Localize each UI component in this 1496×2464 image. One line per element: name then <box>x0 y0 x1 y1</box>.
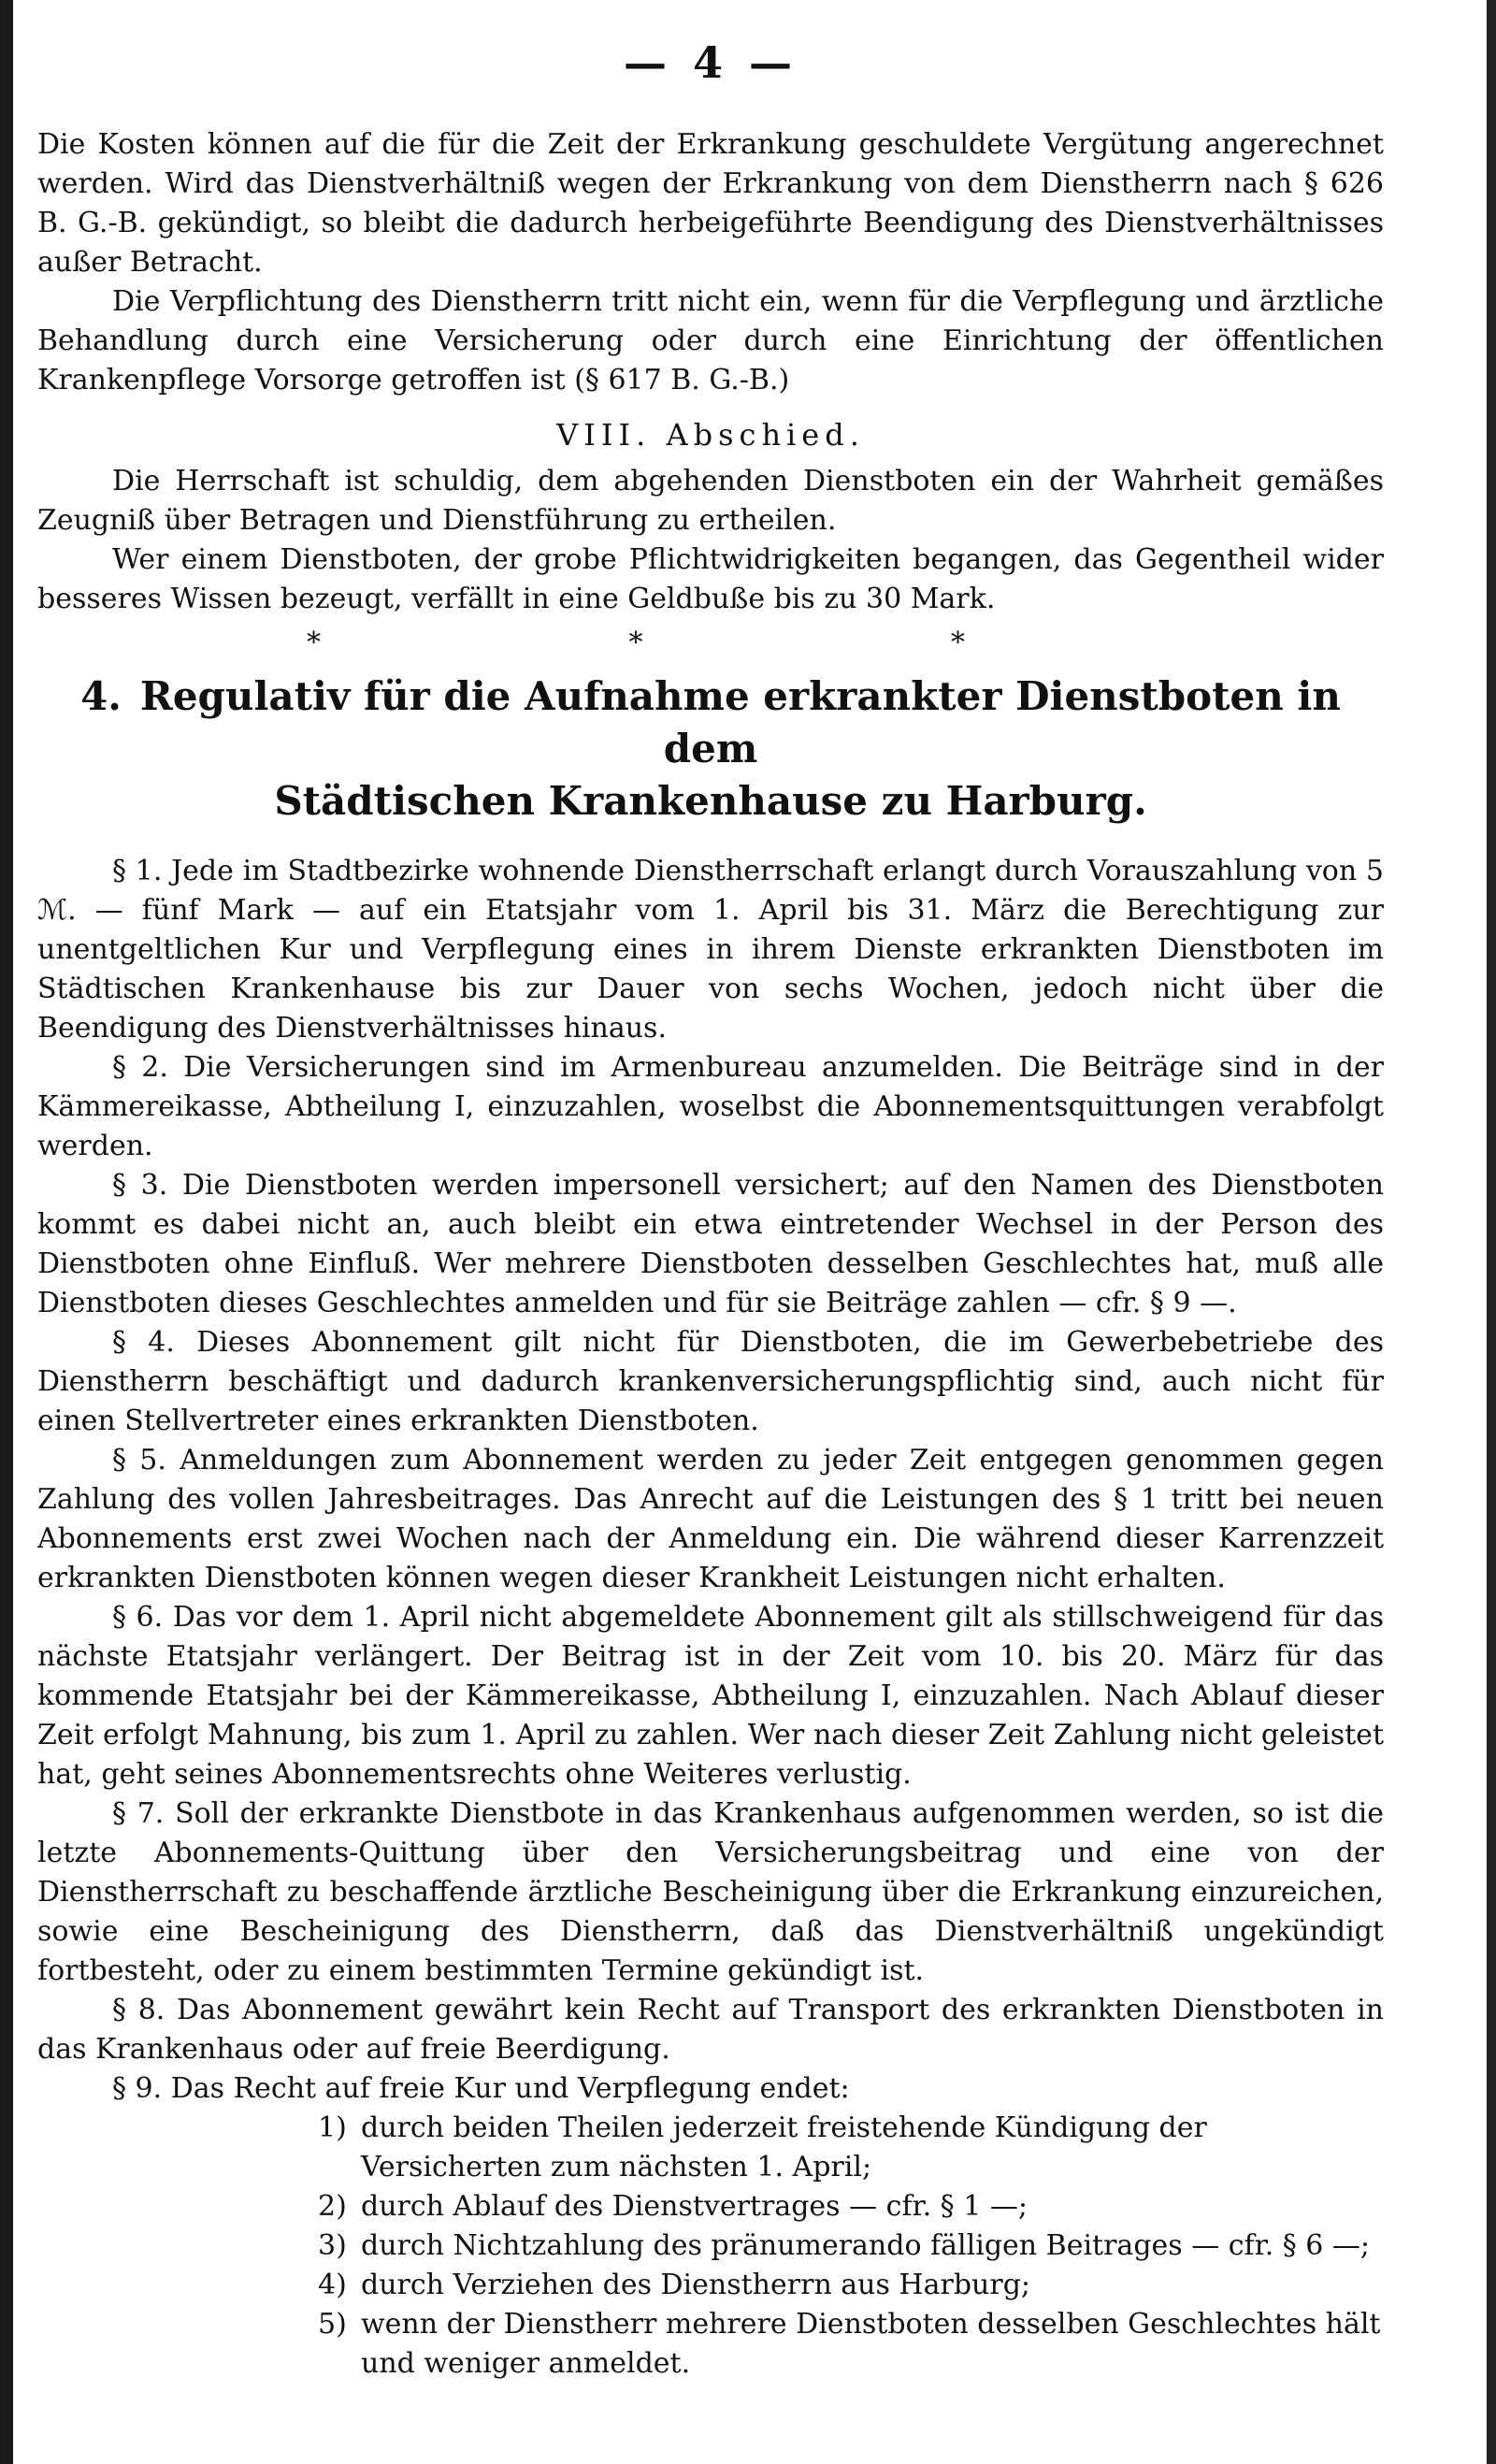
list-item-text: wenn der Dienstherr mehrere Dienstboten desselben Geschlechtes hält und weniger anmeldet. <box>361 2308 1381 2380</box>
paragraph-section-7: § 7. Soll der erkrankte Dienstbote in das Krankenhaus aufgenommen werden, so ist die letzte Abonnements-Quittung über den Versicherungsbeitrag und eine von der Dienstherrschaft zu beschaffende ärztliche Bescheinigung über die Erkrankung einzureichen, sowie eine Bescheinigung des Dienstherrn, daß das Dienstverhältniß ungekündigt fortbesteht, oder zu einem bestimmten Termine gekündigt ist. <box>37 1797 1384 1987</box>
section-heading-abschied: VIII. Abschied. <box>556 417 865 453</box>
list-item-number: 3) <box>318 2229 347 2262</box>
list-item <box>318 2187 1384 2226</box>
section-separator: * * * <box>306 627 1115 659</box>
list-item-number: 1) <box>318 2111 347 2144</box>
list-item-text: durch Ablauf des Dienstvertrages — cfr. § 1 —; <box>361 2190 1028 2223</box>
regulativ-title-line1: Regulativ für die Aufnahme erkrankter Dienstboten in dem <box>139 673 1341 771</box>
list-item <box>318 2226 1384 2266</box>
paragraph-costs: Die Kosten können auf die für die Zeit der Erkrankung geschuldete Vergütung angerechnet werden. Wird das Dienstverhältniß wegen der Erkrankung von dem Dienstherrn nach § 626 B. G.-B. gekündigt, so bleibt die dadurch herbeigeführte Beendigung des Dienstverhältnisses außer Betracht. <box>37 128 1384 279</box>
paragraph-section-2: § 2. Die Versicherungen sind im Armenbureau anzumelden. Die Beiträge sind in der Kämmereikasse, Abtheilung I, einzuzahlen, woselbst die Abonnementsquittungen verabfolgt werden. <box>37 1051 1384 1162</box>
list-item-text: durch Verziehen des Dienstherrn aus Harburg; <box>361 2269 1031 2301</box>
list-item-text: durch Nichtzahlung des pränumerando fälligen Beitrages — cfr. § 6 —; <box>361 2229 1371 2262</box>
paragraph-geldbusse: Wer einem Dienstboten, der grobe Pflichtwidrigkeiten begangen, das Gegentheil wider besseres Wissen bezeugt, verfällt in eine Geldbuße bis zu 30 Mark. <box>37 543 1384 615</box>
paragraph-obligation: Die Verpflichtung des Dienstherrn tritt nicht ein, wenn für die Verpflegung und ärztliche Behandlung durch eine Versicherung oder durch eine Einrichtung der öffentlichen Krankenpflege Vorsorge getroffen ist (§ 617 B. G.-B.) <box>37 285 1384 396</box>
list-item-text: durch beiden Theilen jederzeit freistehende Kündigung der Versicherten zum nächsten 1. April; <box>361 2111 1207 2183</box>
regulativ-title-line2: Städtischen Krankenhause zu Harburg. <box>274 778 1147 824</box>
paragraph-zeugnis: Die Herrschaft ist schuldig, dem abgehenden Dienstboten ein der Wahrheit gemäßes Zeugniß über Betragen und Dienstführung zu ertheilen. <box>37 465 1384 537</box>
scan-border-left <box>0 0 13 2464</box>
list-item <box>318 2109 1384 2187</box>
regulativ-title <box>37 670 1384 828</box>
list-item-number: 5) <box>318 2308 347 2341</box>
paragraph-section-9: § 9. Das Recht auf freie Kur und Verpflegung endet: <box>112 2072 850 2105</box>
paragraph-section-5: § 5. Anmeldungen zum Abonnement werden zu jeder Zeit entgegen genommen gegen Zahlung des vollen Jahresbeitrages. Das Anrecht auf die Leistungen des § 1 tritt bei neuen Abonnements erst zwei Wochen nach der Anmeldung ein. Die während dieser Karrenzzeit erkrankten Dienstboten können wegen dieser Krankheit Leistungen nicht erhalten. <box>37 1444 1384 1594</box>
paragraph-section-4: § 4. Dieses Abonnement gilt nicht für Dienstboten, die im Gewerbebetriebe des Dienstherrn beschäftigt und dadurch krankenversicherungspflichtig sind, auch nicht für einen Stellvertreter eines erkrankten Dienstboten. <box>37 1326 1384 1437</box>
page-number: — 4 — <box>623 37 798 88</box>
paragraph-section-3: § 3. Die Dienstboten werden impersonell versichert; auf den Namen des Dienstboten kommt es dabei nicht an, auch bleibt ein etwa eintretender Wechsel in der Person des Dienstboten ohne Einfluß. Wer mehrere Dienstboten desselben Geschlechtes hat, muß alle Dienstboten dieses Geschlechtes anmelden und für sie Beiträge zahlen — cfr. § 9 —. <box>37 1169 1384 1319</box>
paragraph-section-8: § 8. Das Abonnement gewährt kein Recht auf Transport des erkrankten Dienstboten in das Krankenhaus oder auf freie Beerdigung. <box>37 1994 1384 2066</box>
list-item <box>318 2266 1384 2305</box>
regulativ-number: 4. <box>80 673 122 719</box>
termination-list <box>37 2109 1384 2384</box>
list-item-number: 4) <box>318 2269 347 2301</box>
paragraph-section-1: § 1. Jede im Stadtbezirke wohnende Dienstherrschaft erlangt durch Vorauszahlung von 5 ℳ. — fünf Mark — auf ein Etatsjahr vom 1. April bis 31. März die Berechtigung zur unentgeltlichen Kur und Verpflegung eines in ihrem Dienste erkrankten Dienstboten im Städtischen Krankenhause bis zur Dauer von sechs Wochen, jedoch nicht über die Beendigung des Dienstverhältnisses hinaus. <box>37 855 1384 1045</box>
paragraph-section-6: § 6. Das vor dem 1. April nicht abgemeldete Abonnement gilt als stillschweigend für das nächste Etatsjahr verlängert. Der Beitrag ist in der Zeit vom 10. bis 20. März für das kommende Etatsjahr bei der Kämmereikasse, Abtheilung I, einzuzahlen. Nach Ablauf dieser Zeit erfolgt Mahnung, bis zum 1. April zu zahlen. Wer nach dieser Zeit Zahlung nicht geleistet hat, geht seines Abonnementsrechts ohne Weiteres verlustig. <box>37 1601 1384 1791</box>
document-page <box>37 37 1384 2384</box>
list-item <box>318 2305 1384 2384</box>
list-item-number: 2) <box>318 2190 347 2223</box>
scan-border-right <box>1487 0 1496 2464</box>
